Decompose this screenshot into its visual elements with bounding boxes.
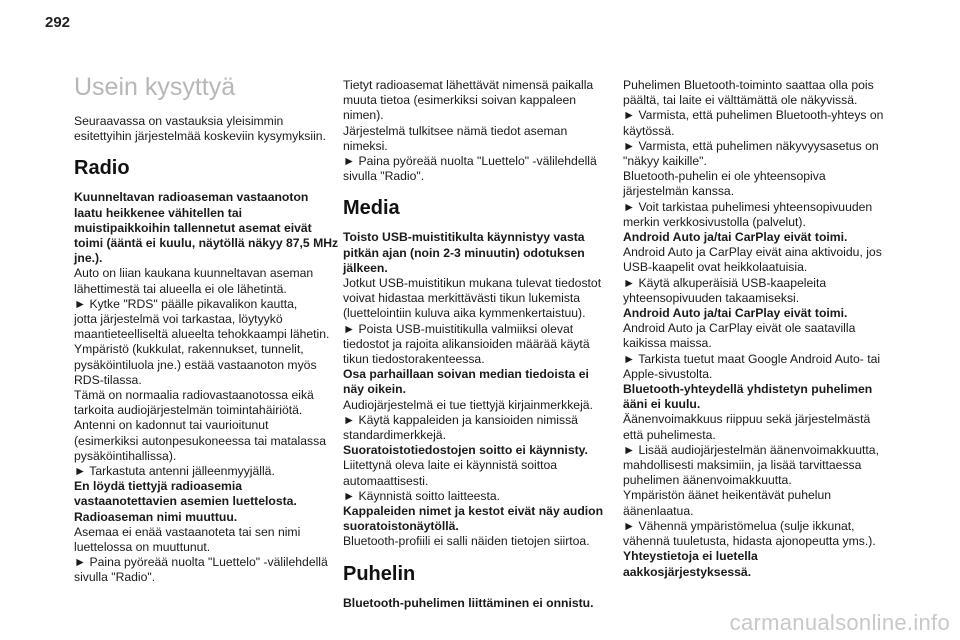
question: Bluetooth-puhelimen liittäminen ei onnistu.	[343, 595, 594, 610]
question: Bluetooth-yhteydellä yhdistetyn puhelimen ääni ei kuulu.	[623, 382, 873, 412]
question: Kuunneltavan radioaseman vastaanoton laatu heikkenee vähitellen tai muistipaikkoihin tallennetut asemat eivät toimi (ääntä ei kuulu, näytöllä näkyy 87,5 MHz jne.).	[74, 190, 339, 266]
answer: Asemaa ei enää vastaanoteta tai sen nimi luettelossa on muuttunut. ► Paina pyöreää nuolta "Luettelo" -välilehdellä sivulla "Radio".	[74, 524, 328, 585]
section-heading-phone: Puhelin	[343, 562, 416, 585]
question: Radioaseman nimi muuttuu.	[74, 509, 238, 524]
question: Android Auto ja/tai CarPlay eivät toimi.	[623, 306, 848, 321]
answer: Audiojärjestelmä ei tue tiettyjä kirjainmerkkejä. ► Käytä kappaleiden ja kansioiden nimissä standardimerkkejä.	[343, 397, 593, 443]
question: Osa parhaillaan soivan median tiedoista ei näy oikein.	[343, 367, 589, 397]
question: Kappaleiden nimet ja kestot eivät näy audion suoratoistonäytöllä.	[343, 504, 604, 534]
question: Suoratoistotiedostojen soitto ei käynnisty.	[343, 443, 588, 458]
watermark: carmanualsonline.info	[729, 610, 950, 635]
answer: Bluetooth-profiili ei salli näiden tietojen siirtoa.	[343, 534, 590, 549]
column-3	[623, 78, 908, 580]
section-heading-radio: Radio	[74, 157, 130, 180]
answer: Android Auto ja CarPlay eivät aina aktivoidu, jos USB-kaapelit ovat heikkolaatuisia. ► Käytä alkuperäisiä USB-kaapeleita yhteensopivuuden takaamiseksi.	[623, 245, 882, 305]
answer: Puhelimen Bluetooth-toiminto saattaa olla pois päältä, tai laite ei välttämättä ole näkyvissä. ► Varmista, että puhelimen Bluetooth-yhteys on käytössä. ► Varmista, että puhelimen näkyvyysasetus on "näkyy kaikille". Bluetooth-puhelin ei ole yhteensopiva järjestelmän kanssa. ► Voit tarkistaa puhelimesi yhteensopivuuden merkin verkkosivustolla (palvelut).	[623, 78, 884, 229]
column-2	[343, 78, 611, 611]
question: Yhteystietoja ei luetella aakkosjärjestyksessä.	[623, 549, 758, 579]
question: Android Auto ja/tai CarPlay eivät toimi.	[623, 230, 848, 245]
answer: Liitettynä oleva laite ei käynnistä soittoa automaattisesti. ► Käynnistä soitto laitteesta.	[343, 458, 558, 503]
answer: Äänenvoimakkuus riippuu sekä järjestelmästä että puhelimesta. ► Lisää audiojärjestelmän äänenvoimakkuutta, mahdollisesti maksimiin, ja lisää tarvittaessa puhelimen äänenvoimakkuutta. Ympäristön äänet heikentävät puhelun äänenlaatua. ► Vähennä ympäristömelua (sulje ikkunat, vähennä tuuletusta, hidasta ajonopeutta yms.).	[623, 412, 879, 549]
intro-text: Seuraavassa on vastauksia yleisimmin esitettyihin järjestelmää koskeviin kysymyksiin.	[74, 114, 326, 144]
question: Toisto USB-muistitikulta käynnistyy vasta pitkän ajan (noin 2-3 minuutin) odotuksen jälkeen.	[343, 230, 585, 275]
page-number: 292	[45, 14, 71, 31]
section-heading-media: Media	[343, 197, 400, 220]
answer: Auto on liian kaukana kuunneltavan aseman lähettimestä tai alueella ei ole lähetintä. ► Kytke "RDS" päälle pikavalikon kautta, jotta järjestelmä voi tarkastaa, löytyykö maantieteelliseltä alueelta tehokkaampi lähetin. Ympäristö (kukkulat, rakennukset, tunnelit, pysäköintiluola jne.) estää vastaanoton myös RDS-tilassa. Tämä on normaalia radiovastaanotossa eikä tarkoita audiojärjestelmän toimintahäiriötä. Antenni on kadonnut tai vaurioitunut (esimerkiksi autonpesukoneessa tai matalassa pysäköintihallissa). ► Tarkastuta antenni jälleenmyyjällä.	[74, 266, 330, 479]
page-title: Usein kysyttyä	[74, 73, 236, 101]
answer: Jotkut USB-muistitikun mukana tulevat tiedostot voivat hidastaa merkittävästi tikun lukemista (luettelointiin kuluva aika kymmenkertaistuu). ► Poista USB-muistitikulla valmiiksi olevat tiedostot ja rajoita alikansioiden määrää käytä tikun tiedostorakenteessa.	[343, 276, 602, 367]
answer: Android Auto ja CarPlay eivät ole saatavilla kaikissa maissa. ► Tarkista tuetut maat Google Android Auto- tai Apple-sivustolta.	[623, 321, 881, 381]
question: En löydä tiettyjä radioasemia vastaanotettavien asemien luettelosta.	[74, 479, 297, 509]
answer: Tietyt radioasemat lähettävät nimensä paikalla muuta tietoa (esimerkiksi soivan kappaleen nimen). Järjestelmä tulkitsee nämä tiedot aseman nimeksi. ► Paina pyöreää nuolta "Luettelo" -välilehdellä sivulla "Radio".	[343, 78, 597, 184]
column-1	[74, 72, 342, 586]
